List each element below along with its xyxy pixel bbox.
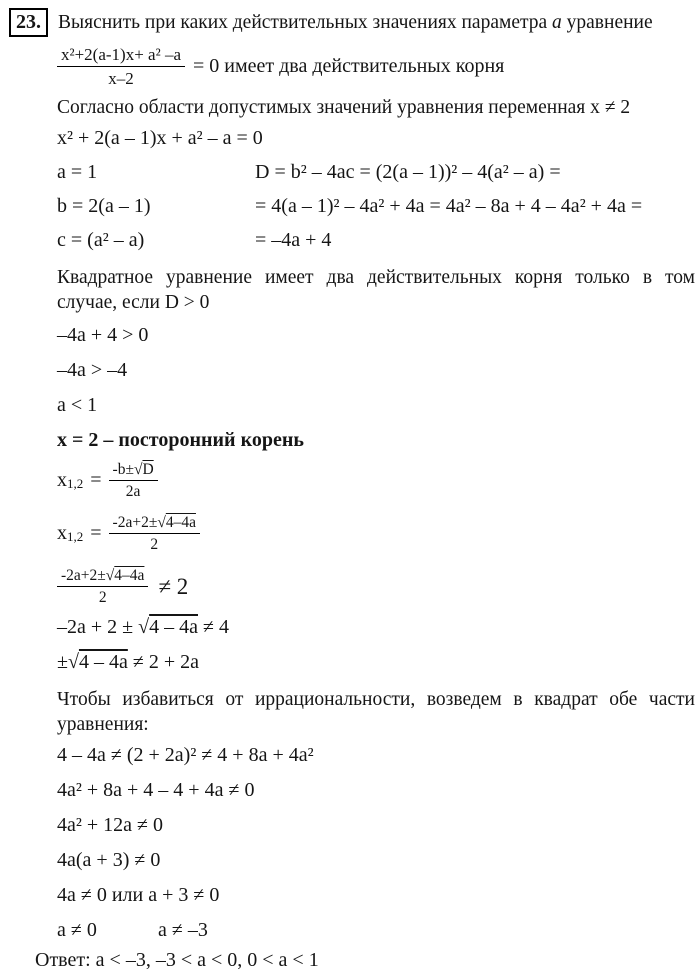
coefficient-b: b = 2(a – 1): [57, 195, 151, 217]
radicand: 4 – 4a: [78, 651, 128, 673]
given-equation: [57, 44, 692, 89]
roots-formula-fraction: [109, 460, 158, 501]
answer-line: Ответ: a < –3, –3 < a < 0, 0 < a < 1: [35, 949, 319, 971]
inequality-line-2: –4a > –4: [57, 359, 128, 381]
final-conditions: [57, 918, 692, 943]
coefficient-a: a = 1: [57, 161, 98, 183]
expansion-line-2: 4a² + 8a + 4 – 4 + 4a ≠ 0: [57, 779, 255, 801]
expansion-line-5: 4a ≠ 0 или a + 3 ≠ 0: [57, 884, 220, 906]
roots-subscript: 1,2: [67, 529, 84, 544]
roots-subscript: 1,2: [67, 476, 84, 491]
extraneous-root-note: x = 2 – посторонний корень: [57, 429, 304, 451]
fraction-denominator: x–2: [108, 69, 134, 88]
not-equal-rhs: ≠ 2: [158, 573, 189, 599]
numerator-prefix: -b±√: [112, 461, 143, 478]
roots-formula: [57, 460, 692, 501]
roots-substituted: [57, 513, 692, 554]
fraction-numerator: [109, 460, 158, 481]
roots-formula-lhs: [57, 469, 83, 492]
radicand: D: [142, 461, 154, 478]
problem-number: 23.: [9, 8, 48, 37]
radical-prefix: ±√: [57, 651, 79, 673]
statement-parameter: а: [552, 12, 562, 33]
coefficient-c: c = (a² – a): [57, 229, 145, 251]
given-equation-fraction: [57, 44, 185, 89]
fraction-numerator: [109, 513, 200, 534]
radical-suffix: ≠ 2 + 2a: [127, 651, 199, 673]
equals-sign: =: [90, 469, 102, 491]
radicand: 4–4a: [114, 567, 145, 584]
discriminant-line-1: D = b² – 4ac = (2(a – 1))² – 4(a² – a) =: [255, 161, 561, 183]
expansion-line-1: 4 – 4a ≠ (2 + 2a)² ≠ 4 + 8a + 4a²: [57, 744, 314, 766]
square-note-line-2: уравнения:: [57, 714, 149, 735]
discriminant-note: [57, 265, 695, 315]
root-neq-condition: [57, 566, 692, 607]
fraction-denominator: 2: [98, 589, 107, 606]
equals-sign: =: [90, 522, 102, 544]
fraction-numerator: x²+2(a-1)x+ a² –a: [57, 44, 185, 67]
coefficients-block: [57, 155, 692, 257]
roots-substituted-fraction: [109, 513, 200, 554]
root-neq-fraction: [57, 566, 148, 607]
statement-text-post: уравнение: [561, 12, 653, 33]
fraction-numerator: [57, 566, 148, 587]
numerator-prefix: -2a+2±√: [61, 567, 115, 584]
given-equation-rhs: = 0 имеет два действительных корня: [193, 55, 505, 77]
radical-inequality-1: [57, 615, 692, 640]
condition-a-not-minus-3: a ≠ –3: [158, 919, 208, 941]
inequality-line-3: a < 1: [57, 394, 98, 416]
discriminant-line-2: = 4(a – 1)² – 4a² + 4a = 4a² – 8a + 4 – 4a² + 4a =: [255, 195, 643, 217]
expansion-line-3: 4a² + 12a ≠ 0: [57, 814, 164, 836]
roots-base: x: [57, 469, 67, 491]
problem-header: [8, 8, 692, 37]
inequality-line-1: –4a + 4 > 0: [57, 324, 149, 346]
discriminant-line-3: = –4a + 4: [255, 229, 332, 251]
radical-suffix: ≠ 4: [198, 616, 229, 638]
discriminant-note-line-1: Квадратное уравнение имеет два действительных корня только в том: [57, 267, 695, 288]
domain-note: Согласно области допустимых значений уравнения переменная x ≠ 2: [57, 97, 631, 118]
roots-base: x: [57, 522, 67, 544]
expansion-line-4: 4a(a + 3) ≠ 0: [57, 849, 161, 871]
radicand: 4–4a: [165, 514, 196, 531]
roots-substituted-lhs: [57, 522, 83, 545]
problem-statement: [58, 8, 653, 35]
radicand: 4 – 4a: [149, 616, 198, 638]
square-note: [57, 687, 695, 737]
condition-a-not-0: a ≠ 0: [57, 919, 97, 941]
radical-prefix: –2a + 2 ± √: [57, 616, 150, 638]
square-note-line-1: Чтобы избавиться от иррациональности, возведем в квадрат обе части: [57, 689, 695, 710]
radical-inequality-2: [57, 650, 692, 675]
fraction-denominator: 2: [150, 536, 159, 553]
statement-text-pre: Выяснить при каких действительных значениях параметра: [58, 12, 553, 33]
discriminant-note-line-2: случае, если D > 0: [57, 292, 210, 313]
numerator-prefix: -2a+2±√: [112, 514, 166, 531]
quadratic-equation: x² + 2(a – 1)x + a² – a = 0: [57, 127, 263, 149]
fraction-denominator: 2a: [125, 483, 141, 500]
